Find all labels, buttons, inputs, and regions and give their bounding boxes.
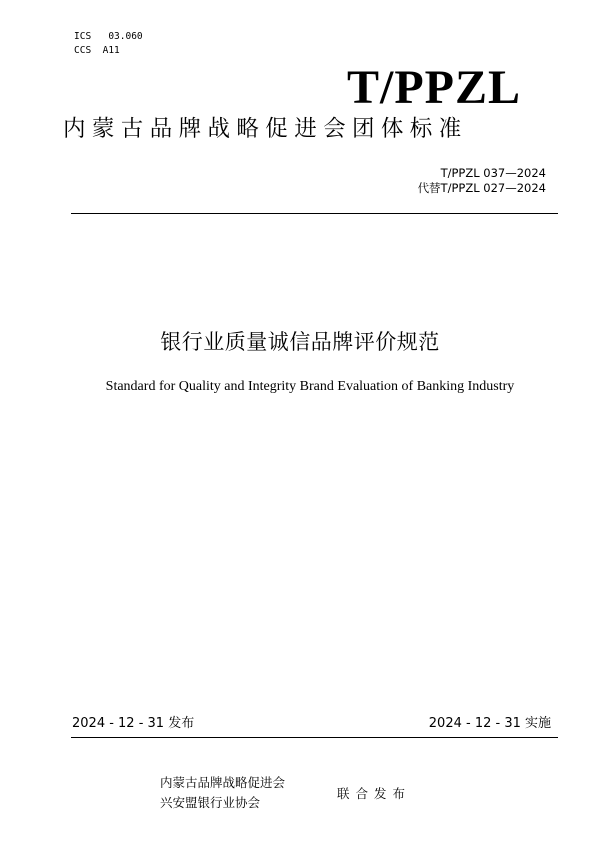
footer-divider xyxy=(71,737,558,738)
issue-date: 2024 - 12 - 31 发布 xyxy=(72,716,195,731)
document-title-chinese: 银行业质量诚信品牌评价规范 xyxy=(160,330,440,354)
issuer-2: 兴安盟银行业协会 xyxy=(160,795,261,810)
replaces-number: 代替T/PPZL 027—2024 xyxy=(417,181,546,195)
ccs-code: CCS A11 xyxy=(74,45,120,56)
issuer-1: 内蒙古品牌战略促进会 xyxy=(160,775,286,790)
ics-code: ICS 03.060 xyxy=(74,31,143,42)
standard-number: T/PPZL 037—2024 xyxy=(440,166,546,180)
issuing-organizations xyxy=(160,773,285,813)
implementation-date: 2024 - 12 - 31 实施 xyxy=(428,716,551,731)
joint-release-label: 联合发布 xyxy=(337,786,412,801)
standard-codes xyxy=(418,166,546,196)
organization-title: 内蒙古品牌战略促进会团体标准 xyxy=(63,116,468,142)
header-divider xyxy=(71,213,558,214)
document-title-english: Standard for Quality and Integrity Brand Evaluation of Banking Industry xyxy=(105,379,515,394)
standard-logo: T/PPZL xyxy=(346,61,521,114)
